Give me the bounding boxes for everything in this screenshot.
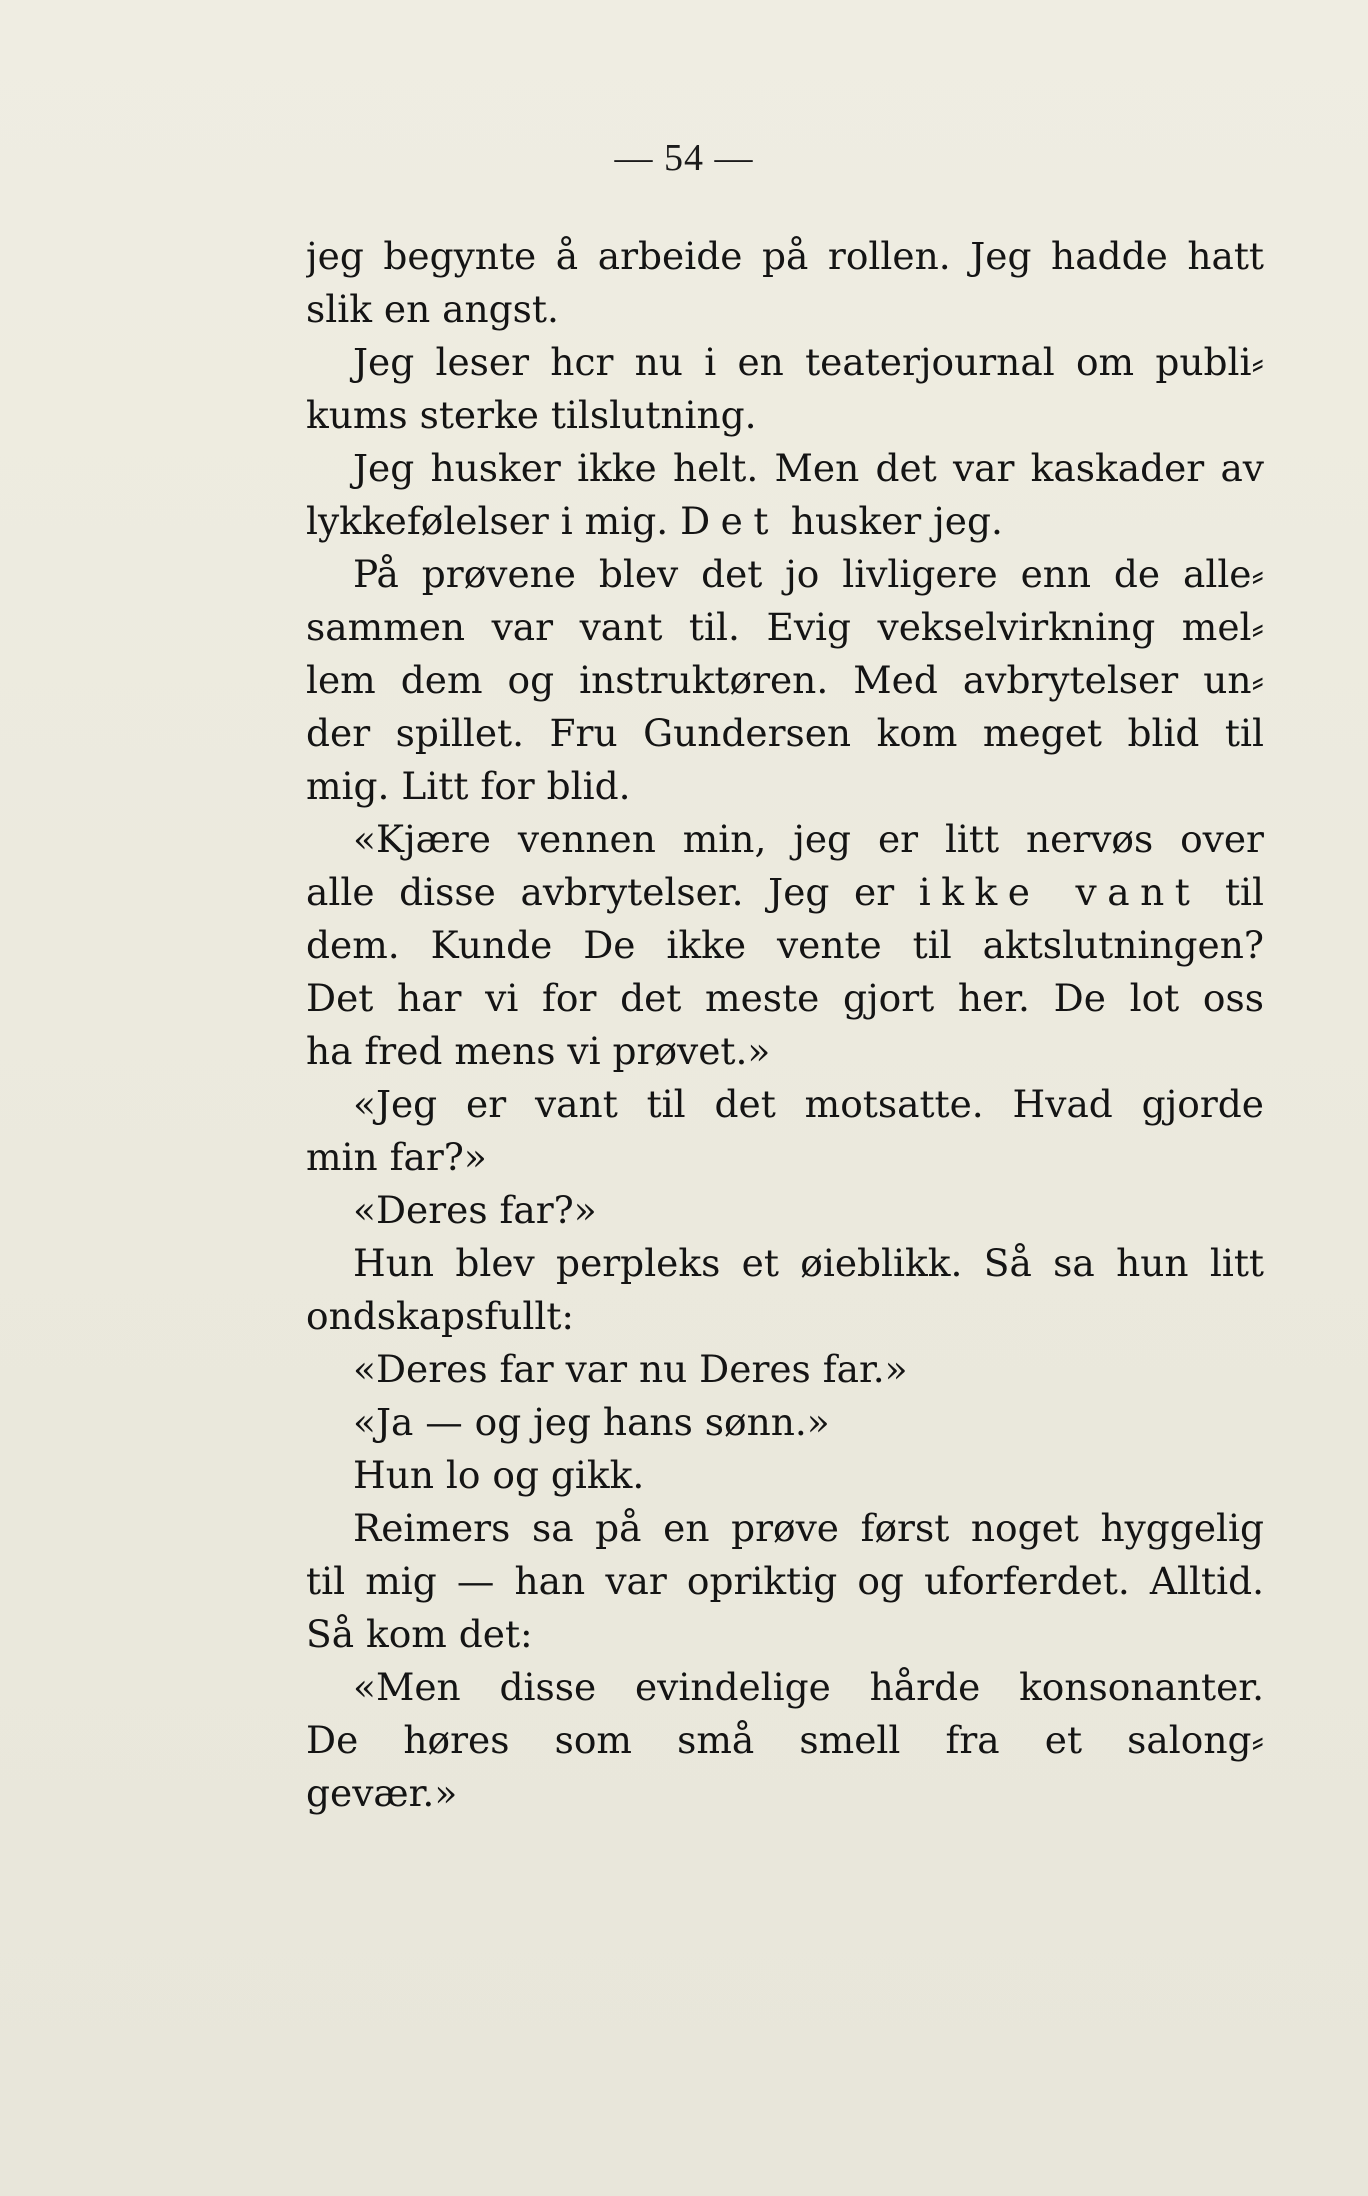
text-line: kums sterke tilslutning. bbox=[306, 393, 757, 437]
emphasized-phrase: ikke vant bbox=[918, 870, 1201, 914]
text-line: Det har vi for det meste gjort her. De lot oss bbox=[306, 976, 1264, 1020]
text-line: «Men disse evindelige hårde konsonanter. bbox=[353, 1665, 1264, 1709]
text-fragment: husker jeg. bbox=[790, 499, 1003, 543]
text-line: Jeg leser hcr nu i en teaterjournal om publi⸗ bbox=[353, 340, 1264, 384]
text-line: gevær.» bbox=[306, 1771, 458, 1815]
text-line: Hun blev perpleks et øieblikk. Så sa hun litt bbox=[353, 1241, 1264, 1285]
text-line: «Deres far?» bbox=[353, 1188, 597, 1232]
text-line: «Deres far var nu Deres far.» bbox=[353, 1347, 908, 1391]
text-line: De høres som små smell fra et salong⸗ bbox=[306, 1718, 1264, 1762]
text-fragment: alle disse avbrytelser. Jeg er bbox=[306, 870, 895, 914]
text-line bbox=[306, 495, 1264, 548]
text-line: mig. Litt for blid. bbox=[306, 764, 631, 808]
text-fragment: lykkefølelser i mig. bbox=[306, 499, 669, 543]
text-line: Jeg husker ikke helt. Men det var kaskader av bbox=[353, 446, 1264, 490]
text-line: På prøvene blev det jo livligere enn de alle⸗ bbox=[353, 552, 1264, 596]
text-line: der spillet. Fru Gundersen kom meget blid til bbox=[306, 711, 1264, 755]
text-line: slik en angst. bbox=[306, 287, 559, 331]
text-line: «Kjære vennen min, jeg er litt nervøs over bbox=[353, 817, 1264, 861]
text-line: Så kom det: bbox=[306, 1612, 533, 1656]
text-line: ondskapsfullt: bbox=[306, 1294, 575, 1338]
text-line: Hun lo og gikk. bbox=[353, 1453, 645, 1497]
text-line: lem dem og instruktøren. Med avbrytelser un⸗ bbox=[306, 658, 1264, 702]
text-fragment: til bbox=[1224, 870, 1264, 914]
text-line: sammen var vant til. Evig vekselvirkning mel⸗ bbox=[306, 605, 1264, 649]
body-text bbox=[306, 230, 1264, 1820]
text-line: «Jeg er vant til det motsatte. Hvad gjorde bbox=[353, 1082, 1264, 1126]
text-line: Reimers sa på en prøve først noget hyggelig bbox=[353, 1506, 1264, 1550]
emphasized-word: Det bbox=[680, 499, 779, 543]
text-line: dem. Kunde De ikke vente til aktslutningen? bbox=[306, 923, 1264, 967]
text-line: «Ja — og jeg hans sønn.» bbox=[353, 1400, 830, 1444]
text-line: ha fred mens vi prøvet.» bbox=[306, 1029, 771, 1073]
text-line: jeg begynte å arbeide på rollen. Jeg hadde hatt bbox=[306, 234, 1264, 278]
text-line: til mig — han var opriktig og uforferdet. Alltid. bbox=[306, 1559, 1264, 1603]
page-number: — 54 — bbox=[614, 137, 754, 179]
text-line: min far?» bbox=[306, 1135, 487, 1179]
text-line bbox=[306, 866, 1264, 919]
